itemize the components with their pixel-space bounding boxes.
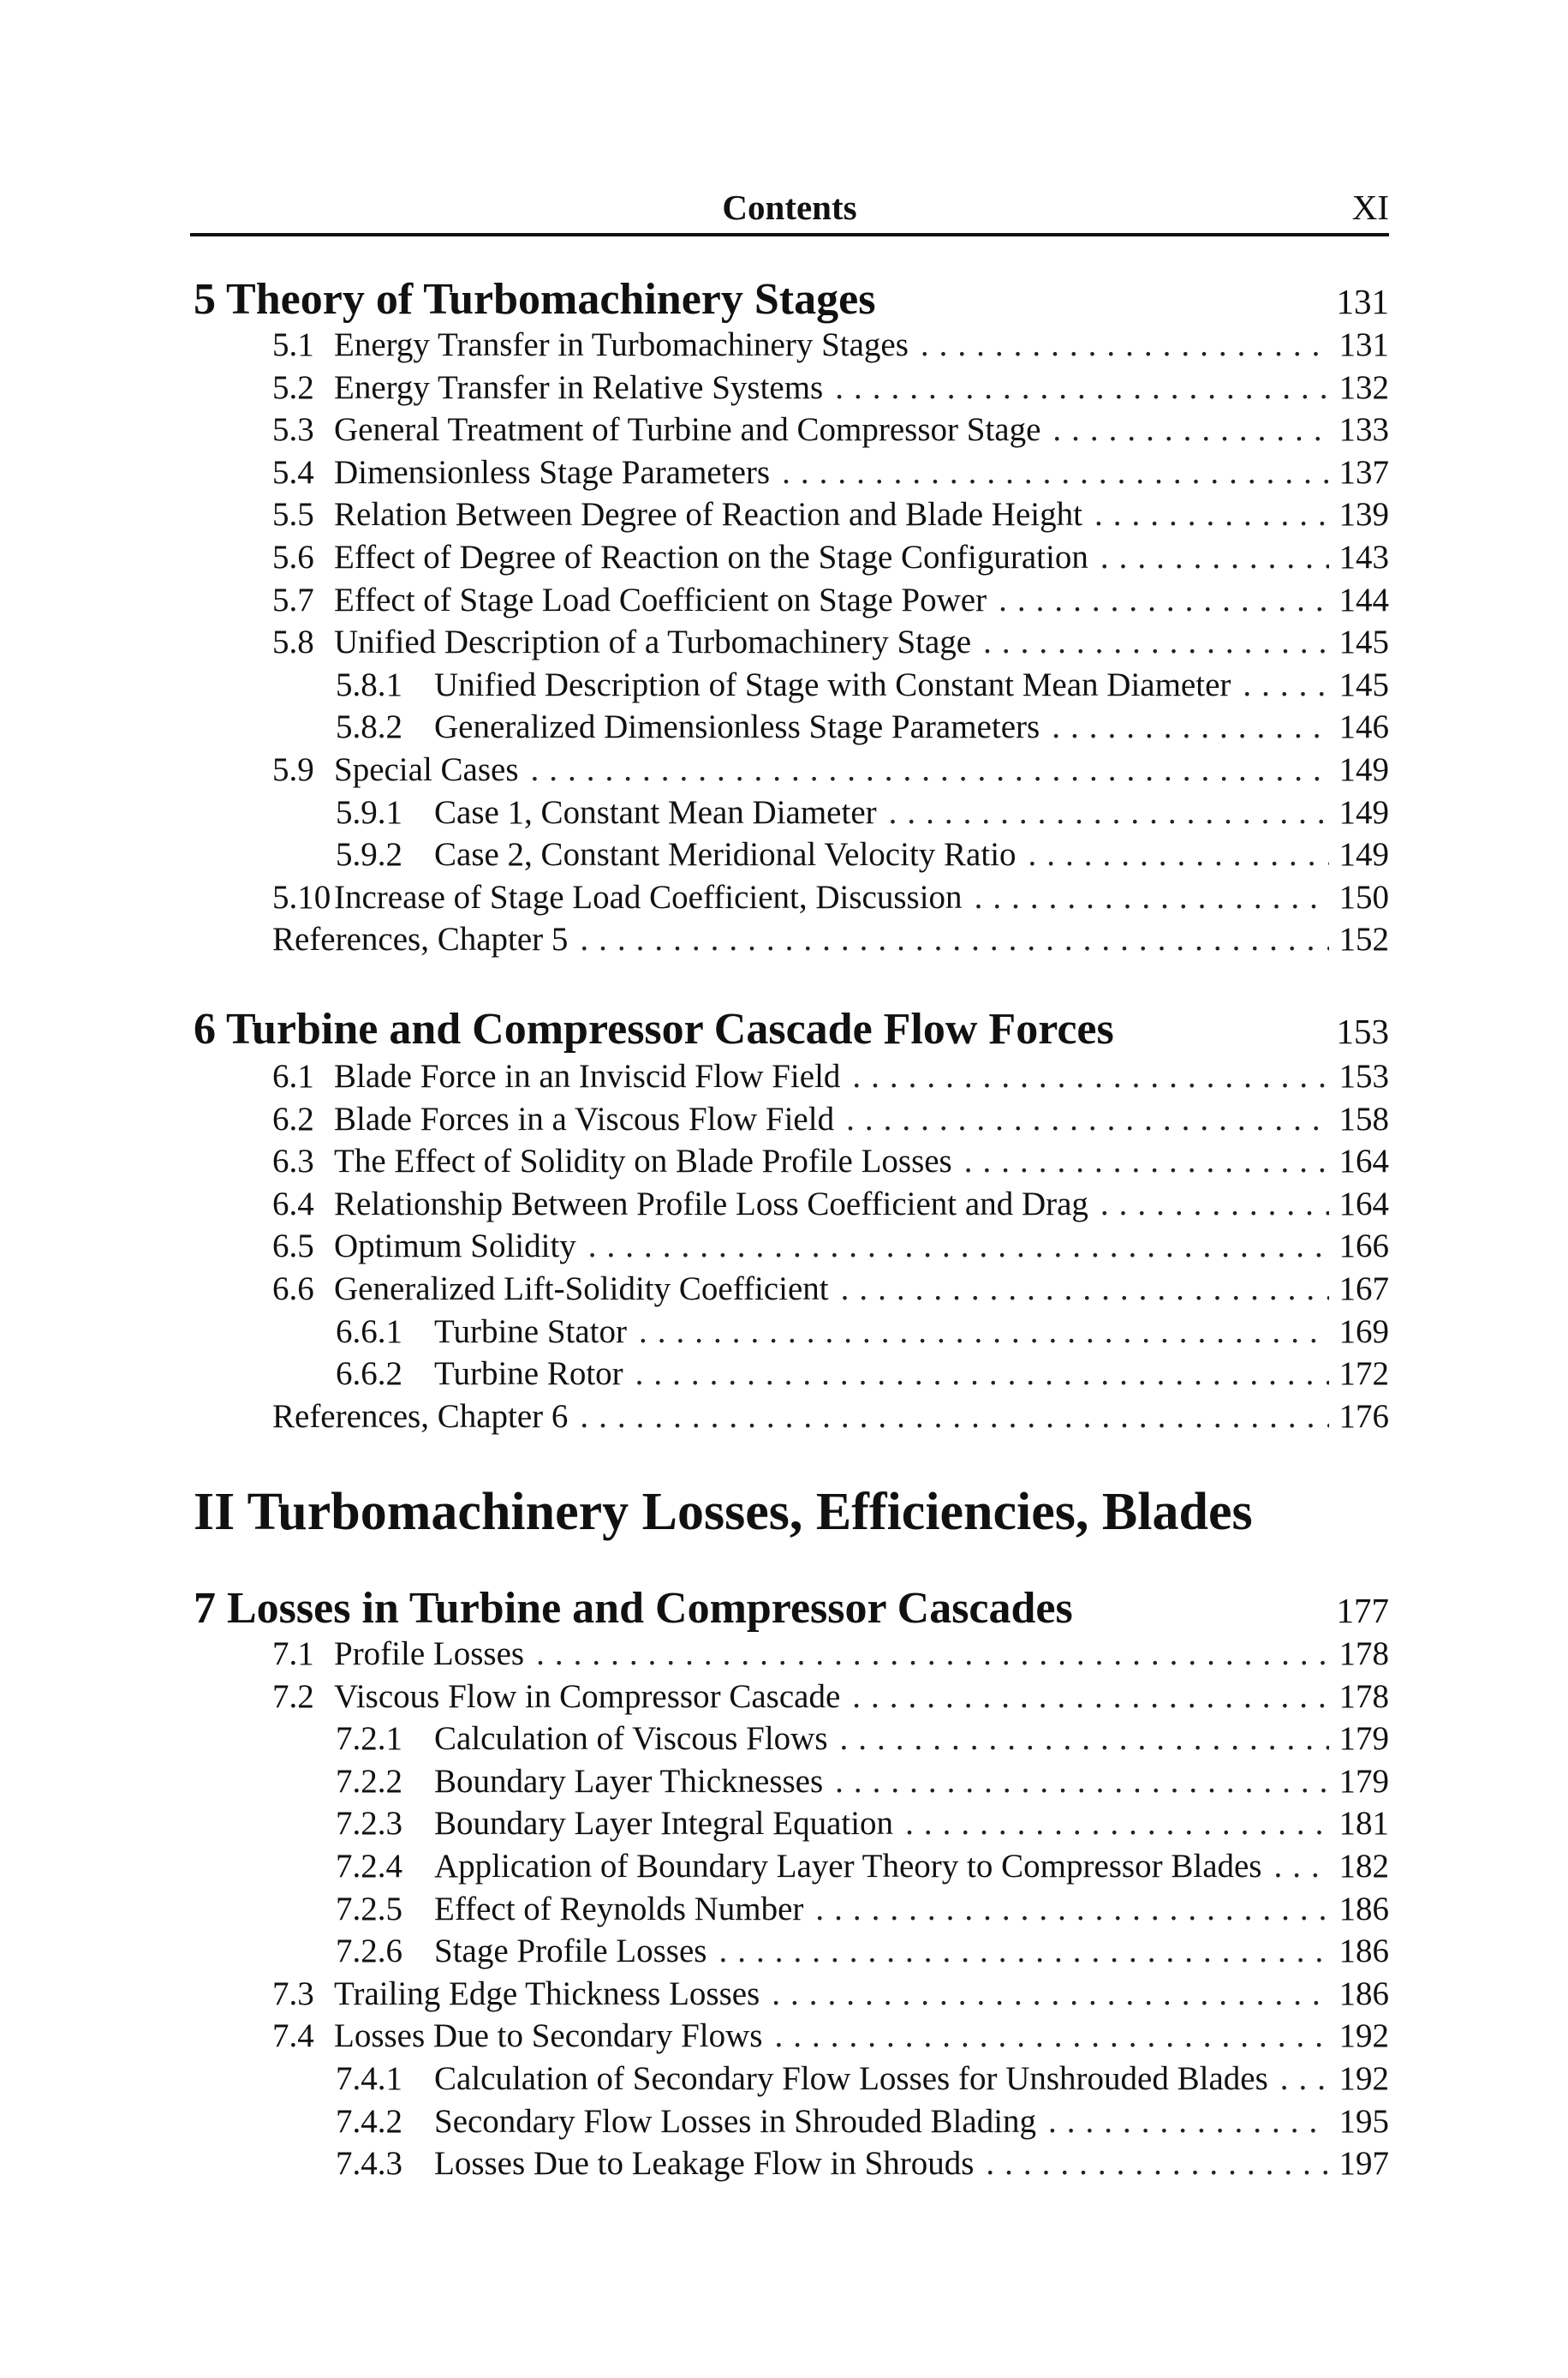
- entry-page: 152: [1338, 921, 1389, 959]
- dot-leader: [1052, 409, 1329, 451]
- entry-number: 5.9: [272, 751, 314, 788]
- toc-entry[interactable]: [272, 1973, 1389, 2016]
- dot-leader: [852, 1676, 1329, 1718]
- entry-page: 176: [1338, 1397, 1389, 1435]
- toc-entry[interactable]: [336, 2058, 1389, 2100]
- entry-number: 7.2.4: [336, 1848, 402, 1885]
- entry-number: 6.6.1: [336, 1312, 402, 1350]
- entry-page: 144: [1338, 581, 1389, 618]
- entry-title: Unified Description of Stage with Constant Mean Diameter: [434, 666, 1231, 703]
- entry-number: 5.2: [272, 368, 314, 406]
- entry-page: 137: [1338, 453, 1389, 491]
- entry-title: Effect of Reynolds Number: [434, 1890, 804, 1927]
- dot-leader: [1048, 2100, 1329, 2143]
- entry-title: Viscous Flow in Compressor Cascade: [334, 1677, 841, 1715]
- entry-number: 5.1: [272, 326, 314, 363]
- entry-page: 139: [1338, 496, 1389, 534]
- entry-page: 132: [1338, 368, 1389, 406]
- dot-leader: [815, 1888, 1329, 1931]
- entry-page: 186: [1338, 1933, 1389, 1970]
- toc-entry[interactable]: [272, 876, 1389, 919]
- entry-number: 5.4: [272, 453, 314, 491]
- entry-title: Energy Transfer in Turbomachinery Stages: [334, 326, 909, 363]
- toc-entry[interactable]: [272, 918, 1389, 961]
- entry-page: 131: [1338, 326, 1389, 363]
- toc-entry[interactable]: [336, 1845, 1389, 1888]
- dot-leader: [1094, 493, 1329, 536]
- toc-entry[interactable]: [272, 2015, 1389, 2058]
- dot-leader: [889, 792, 1329, 834]
- entry-title: Losses Due to Leakage Flow in Shrouds: [434, 2145, 975, 2183]
- running-title: Contents: [722, 188, 857, 227]
- entry-title: Effect of Stage Load Coefficient on Stage Power: [334, 581, 987, 618]
- entry-title: References, Chapter 6: [272, 1397, 569, 1435]
- entry-page: 149: [1338, 836, 1389, 874]
- dot-leader: [975, 876, 1329, 919]
- entry-number: 5.8.1: [336, 666, 402, 703]
- entry-title: Boundary Layer Thicknesses: [434, 1762, 824, 1800]
- toc-entry[interactable]: [336, 2142, 1389, 2185]
- dot-leader: [1100, 1183, 1329, 1226]
- dot-leader: [964, 1140, 1329, 1183]
- toc-entry[interactable]: [336, 1930, 1389, 1973]
- dot-leader: [718, 1930, 1329, 1973]
- entry-number: 7.4: [272, 2017, 314, 2055]
- entry-page: 149: [1338, 751, 1389, 788]
- entry-number: 5.6: [272, 539, 314, 576]
- entry-number: 5.8.2: [336, 708, 402, 746]
- toc-entry[interactable]: [336, 706, 1389, 749]
- dot-leader: [536, 1633, 1329, 1676]
- entry-number: 6.6.2: [336, 1355, 402, 1393]
- entry-title: Energy Transfer in Relative Systems: [334, 368, 824, 406]
- header-rule: [190, 233, 1389, 236]
- chapter-page: 153: [1336, 1012, 1389, 1051]
- toc-entry[interactable]: [272, 536, 1389, 579]
- entry-page: 169: [1338, 1312, 1389, 1350]
- entry-title: Generalized Dimensionless Stage Parameters: [434, 708, 1040, 746]
- dot-leader: [1243, 664, 1329, 707]
- entry-title: General Treatment of Turbine and Compressor Stage: [334, 411, 1041, 449]
- toc-entry[interactable]: [272, 621, 1389, 664]
- entry-title: Stage Profile Losses: [434, 1933, 707, 1970]
- dot-leader: [921, 324, 1329, 367]
- entry-number: 6.3: [272, 1143, 314, 1180]
- entry-page: 164: [1338, 1185, 1389, 1222]
- entry-title: Blade Force in an Inviscid Flow Field: [334, 1058, 841, 1095]
- dot-leader: [835, 1760, 1329, 1803]
- chapter-6-heading[interactable]: [194, 1004, 1389, 1055]
- dot-leader: [841, 1268, 1329, 1311]
- entry-page: 164: [1338, 1143, 1389, 1180]
- dot-leader: [905, 1802, 1329, 1845]
- entry-number: 7.2.1: [336, 1720, 402, 1758]
- dot-leader: [852, 1055, 1329, 1098]
- entry-title: Special Cases: [334, 751, 519, 788]
- entry-page: 145: [1338, 666, 1389, 703]
- entry-title: Effect of Degree of Reaction on the Stage Configuration: [334, 539, 1088, 576]
- entry-page: 149: [1338, 793, 1389, 831]
- entry-number: 7.4.1: [336, 2060, 402, 2097]
- toc-entry[interactable]: [272, 1183, 1389, 1226]
- chapter-5-heading[interactable]: [194, 274, 1389, 326]
- dot-leader: [983, 621, 1329, 664]
- entry-number: 7.2.6: [336, 1933, 402, 1970]
- entry-title: Profile Losses: [334, 1635, 525, 1672]
- entry-page: 186: [1338, 1975, 1389, 2012]
- toc-entry[interactable]: [272, 579, 1389, 622]
- entry-title: Turbine Rotor: [434, 1355, 623, 1393]
- dot-leader: [1274, 1845, 1330, 1888]
- chapter-title: 7 Losses in Turbine and Compressor Cascades: [194, 1584, 1073, 1633]
- toc-entry[interactable]: [272, 749, 1389, 792]
- entry-page: 181: [1338, 1805, 1389, 1843]
- toc-entry[interactable]: [272, 324, 1389, 367]
- chapter-title: 6 Turbine and Compressor Cascade Flow Forces: [194, 1005, 1114, 1054]
- entry-number: 7.3: [272, 1975, 314, 2012]
- entry-title: Application of Boundary Layer Theory to Compressor Blades: [434, 1848, 1262, 1885]
- dot-leader: [588, 1225, 1329, 1268]
- entry-page: 197: [1338, 2145, 1389, 2183]
- dot-leader: [999, 579, 1329, 622]
- entry-title: Calculation of Secondary Flow Losses for Unshrouded Blades: [434, 2060, 1268, 2097]
- entry-title: Relationship Between Profile Loss Coefficient and Drag: [334, 1185, 1088, 1222]
- dot-leader: [635, 1353, 1329, 1395]
- toc-entry[interactable]: [336, 664, 1389, 707]
- entry-number: 5.10: [272, 878, 331, 916]
- toc-entry[interactable]: [336, 1802, 1389, 1845]
- entry-number: 5.5: [272, 496, 314, 534]
- entry-page: 182: [1338, 1848, 1389, 1885]
- dot-leader: [1028, 833, 1329, 876]
- entry-number: 6.4: [272, 1185, 314, 1222]
- entry-page: 143: [1338, 539, 1389, 576]
- dot-leader: [1052, 706, 1329, 749]
- toc-entry[interactable]: [336, 1311, 1389, 1353]
- entry-page: 158: [1338, 1100, 1389, 1138]
- dot-leader: [531, 749, 1329, 792]
- entry-page: 133: [1338, 411, 1389, 449]
- entry-title: Boundary Layer Integral Equation: [434, 1805, 894, 1843]
- toc-entry[interactable]: [336, 2100, 1389, 2143]
- entry-number: 6.6: [272, 1270, 314, 1307]
- dot-leader: [1280, 2058, 1329, 2100]
- entry-page: 178: [1338, 1635, 1389, 1672]
- toc-entry[interactable]: [272, 1395, 1389, 1438]
- entry-page: 179: [1338, 1720, 1389, 1758]
- toc-entry[interactable]: [272, 1055, 1389, 1098]
- entry-title: Secondary Flow Losses in Shrouded Blading: [434, 2102, 1037, 2140]
- entry-title: Trailing Edge Thickness Losses: [334, 1975, 760, 2012]
- entry-number: 6.2: [272, 1100, 314, 1138]
- toc-entry[interactable]: [272, 1676, 1389, 1718]
- entry-number: 6.1: [272, 1058, 314, 1095]
- entry-number: 5.7: [272, 581, 314, 618]
- entry-number: 7.2.2: [336, 1762, 402, 1800]
- entry-page: 195: [1338, 2102, 1389, 2140]
- entry-number: 5.3: [272, 411, 314, 449]
- entry-title: Losses Due to Secondary Flows: [334, 2017, 763, 2055]
- entry-title: Optimum Solidity: [334, 1228, 576, 1265]
- dot-leader: [580, 918, 1329, 961]
- entry-page: 145: [1338, 624, 1389, 661]
- entry-title: Increase of Stage Load Coefficient, Discussion: [334, 878, 963, 916]
- chapter-page: 131: [1336, 282, 1389, 321]
- entry-title: References, Chapter 5: [272, 921, 569, 959]
- entry-page: 150: [1338, 878, 1389, 916]
- running-page-number: XI: [1351, 188, 1389, 227]
- dot-leader: [1100, 536, 1329, 579]
- dot-leader: [835, 367, 1329, 409]
- dot-leader: [639, 1311, 1329, 1353]
- toc-entry[interactable]: [272, 1140, 1389, 1183]
- entry-title: The Effect of Solidity on Blade Profile Losses: [334, 1143, 952, 1180]
- dot-leader: [772, 1973, 1329, 2016]
- toc-entry[interactable]: [272, 1225, 1389, 1268]
- running-head: [190, 187, 1389, 235]
- dot-leader: [846, 1098, 1329, 1141]
- entry-title: Generalized Lift-Solidity Coefficient: [334, 1270, 829, 1307]
- chapter-page: 177: [1336, 1591, 1389, 1630]
- toc-entry[interactable]: [336, 833, 1389, 876]
- toc-entry[interactable]: [336, 1888, 1389, 1931]
- toc-entry[interactable]: [336, 1760, 1389, 1803]
- toc-entry[interactable]: [336, 1353, 1389, 1395]
- entry-number: 5.8: [272, 624, 314, 661]
- toc-entry[interactable]: [272, 451, 1389, 494]
- entry-page: 146: [1338, 708, 1389, 746]
- entry-title: Blade Forces in a Viscous Flow Field: [334, 1100, 835, 1138]
- dot-leader: [782, 451, 1329, 494]
- entry-title: Turbine Stator: [434, 1312, 627, 1350]
- entry-number: 7.1: [272, 1635, 314, 1672]
- entry-page: 192: [1338, 2017, 1389, 2055]
- toc-entry[interactable]: [272, 367, 1389, 409]
- entry-number: 7.4.3: [336, 2145, 402, 2183]
- toc-entry[interactable]: [336, 792, 1389, 834]
- part-2-heading[interactable]: II Turbomachinery Losses, Efficiencies, Blades: [194, 1483, 1253, 1541]
- entry-title: Unified Description of a Turbomachinery Stage: [334, 624, 972, 661]
- entry-page: 186: [1338, 1890, 1389, 1927]
- toc-entry[interactable]: [272, 1633, 1389, 1676]
- dot-leader: [580, 1395, 1329, 1438]
- entry-number: 7.2.5: [336, 1890, 402, 1927]
- entry-number: 5.9.2: [336, 836, 402, 874]
- entry-page: 153: [1338, 1058, 1389, 1095]
- entry-number: 7.2.3: [336, 1805, 402, 1843]
- entry-page: 172: [1338, 1355, 1389, 1393]
- chapter-7-heading[interactable]: [194, 1583, 1389, 1634]
- toc-entry[interactable]: [272, 409, 1389, 451]
- toc-entry[interactable]: [272, 493, 1389, 536]
- dot-leader: [840, 1718, 1329, 1760]
- entry-number: 5.9.1: [336, 793, 402, 831]
- toc-entry[interactable]: [272, 1098, 1389, 1141]
- entry-page: 192: [1338, 2060, 1389, 2097]
- toc-entry[interactable]: [272, 1268, 1389, 1311]
- entry-page: 179: [1338, 1762, 1389, 1800]
- entry-number: 7.4.2: [336, 2102, 402, 2140]
- entry-title: Calculation of Viscous Flows: [434, 1720, 828, 1758]
- entry-number: 6.5: [272, 1228, 314, 1265]
- dot-leader: [774, 2015, 1329, 2058]
- entry-title: Relation Between Degree of Reaction and Blade Height: [334, 496, 1082, 534]
- toc-entry[interactable]: [336, 1718, 1389, 1760]
- dot-leader: [986, 2142, 1329, 2185]
- entry-title: Case 1, Constant Mean Diameter: [434, 793, 877, 831]
- entry-title: Case 2, Constant Meridional Velocity Ratio: [434, 836, 1017, 874]
- entry-page: 178: [1338, 1677, 1389, 1715]
- chapter-title: 5 Theory of Turbomachinery Stages: [194, 275, 876, 324]
- entry-page: 166: [1338, 1228, 1389, 1265]
- entry-title: Dimensionless Stage Parameters: [334, 453, 771, 491]
- entry-page: 167: [1338, 1270, 1389, 1307]
- entry-number: 7.2: [272, 1677, 314, 1715]
